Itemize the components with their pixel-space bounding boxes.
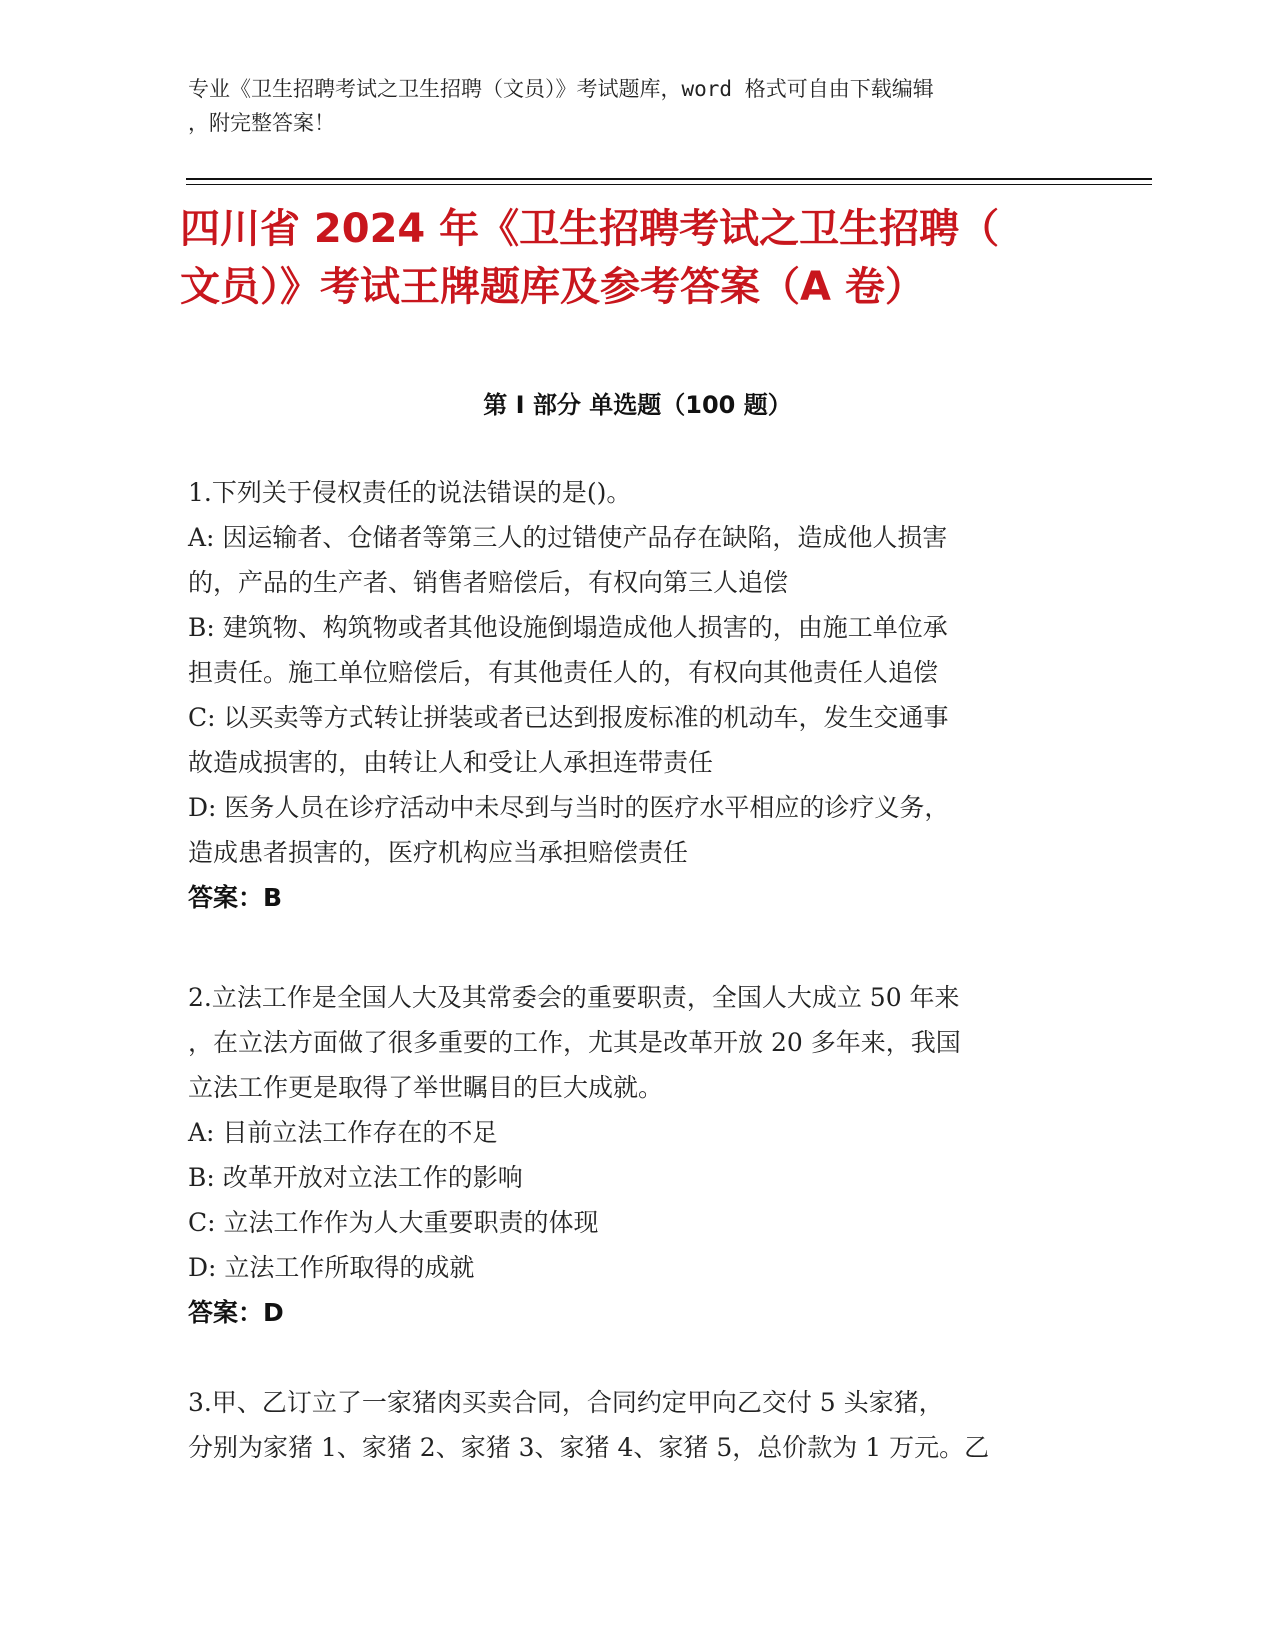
question-2: [188, 975, 1068, 1335]
question-text: 1.下列关于侵权责任的说法错误的是()。: [188, 478, 632, 507]
option-c: C: 以买卖等方式转让拼装或者已达到报废标准的机动车，发生交通事 故造成损害的，由转让人和受让人承担连带责任: [188, 703, 949, 777]
question-text: 3.甲、乙订立了一家猪肉买卖合同，合同约定甲向乙交付 5 头家猪， 分别为家猪 1、家猪 2、家猪 3、家猪 4、家猪 5，总价款为 1 万元。乙: [188, 1388, 990, 1462]
option-b: B: 改革开放对立法工作的影响: [188, 1163, 523, 1192]
option-d: D: 立法工作所取得的成就: [188, 1253, 475, 1282]
option-d: D: 医务人员在诊疗活动中未尽到与当时的医疗水平相应的诊疗义务， 造成患者损害的，医疗机构应当承担赔偿责任: [188, 793, 950, 867]
question-text: 2.立法工作是全国人大及其常委会的重要职责，全国人大成立 50 年来 ，在立法方面做了很多重要的工作，尤其是改革开放 20 多年来，我国 立法工作更是取得了举世瞩目的巨大成就。: [188, 983, 961, 1102]
option-a: A: 目前立法工作存在的不足: [188, 1118, 498, 1147]
question-1: [188, 470, 1068, 920]
section-title: 第 I 部分 单选题（100 题）: [483, 391, 792, 419]
header-note: 专业《卫生招聘考试之卫生招聘（文员）》考试题库，word 格式可自由下载编辑 ，附完整答案！: [188, 77, 934, 135]
answer: 答案：B: [188, 883, 283, 912]
option-b: B: 建筑物、构筑物或者其他设施倒塌造成他人损害的，由施工单位承 担责任。施工单位赔偿后，有其他责任人的，有权向其他责任人追偿: [188, 613, 948, 687]
header-divider-thick: [186, 178, 1152, 180]
question-3: [188, 1380, 1068, 1470]
document-title: 四川省 2024 年《卫生招聘考试之卫生招聘（ 文员）》考试王牌题库及参考答案（A 卷）: [180, 206, 1000, 310]
option-c: C: 立法工作作为人大重要职责的体现: [188, 1208, 599, 1237]
option-a: A: 因运输者、仓储者等第三人的过错使产品存在缺陷，造成他人损害 的，产品的生产者、销售者赔偿后，有权向第三人追偿: [188, 523, 948, 597]
header-divider-thin: [186, 184, 1152, 185]
answer: 答案：D: [188, 1298, 284, 1327]
